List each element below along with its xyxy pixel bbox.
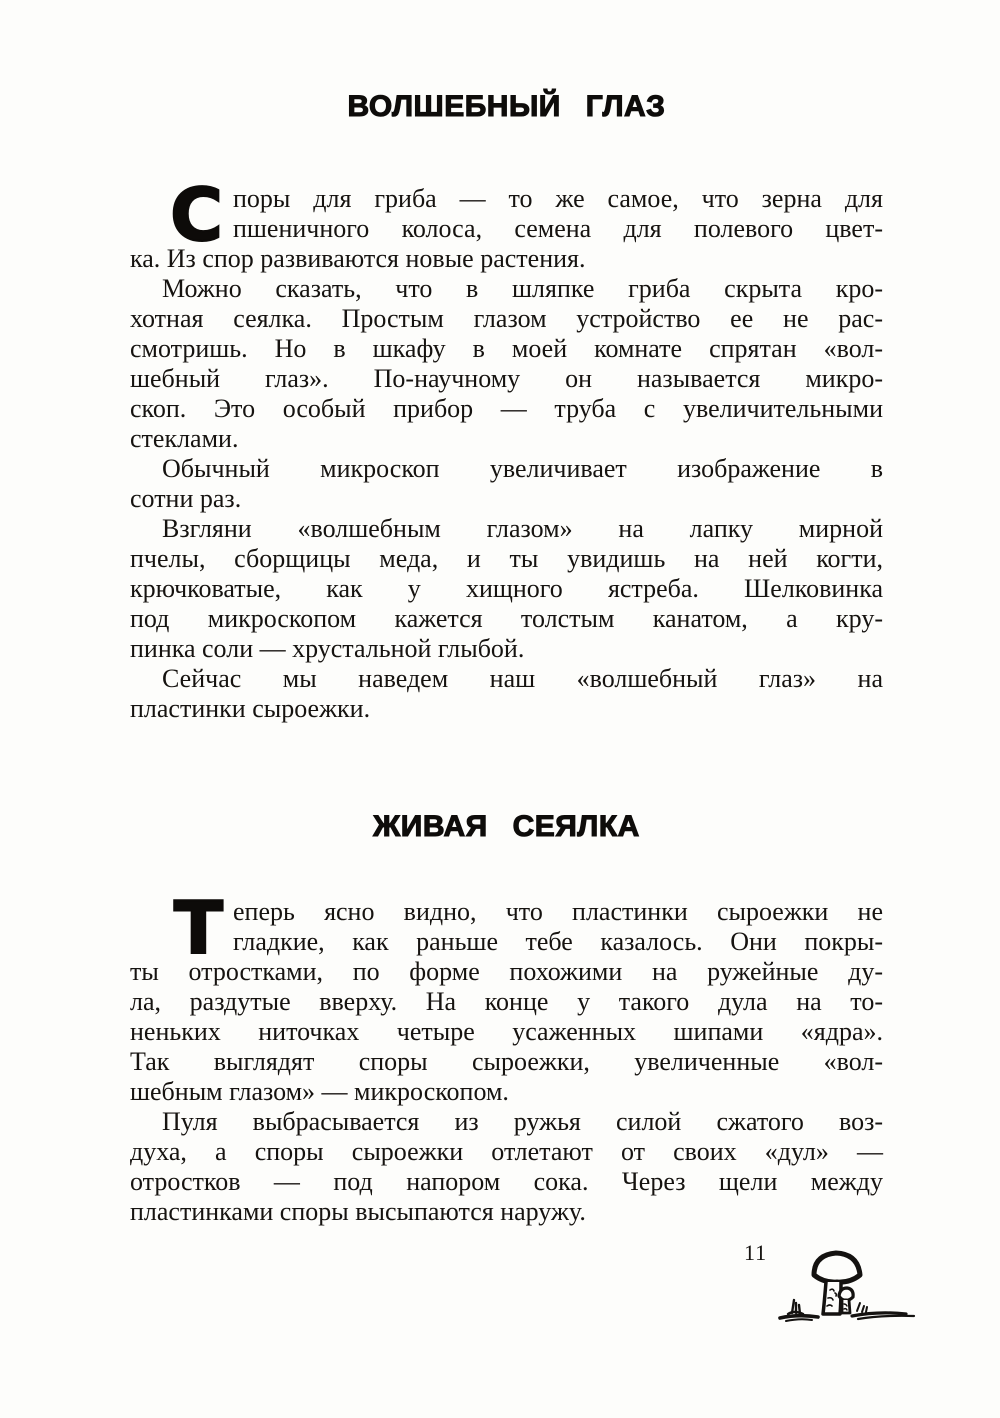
text-line: ла, раздутые вверху. На конце у такого дула на то- bbox=[130, 987, 883, 1016]
paragraph bbox=[130, 664, 883, 724]
text-line: смотришь. Но в шкафу в моей комнате спрятан «вол- bbox=[130, 334, 883, 363]
text-line: гладкие, как раньше тебе казалось. Они покры- bbox=[233, 927, 883, 956]
mushroom-illustration bbox=[778, 1244, 918, 1324]
text-line: хотная сеялка. Простым глазом устройство ее не рас- bbox=[130, 304, 883, 333]
section-heading: ВОЛШЕБНЫЙ ГЛАЗ bbox=[347, 90, 666, 123]
text-line: поры для гриба — то же самое, что зерна для bbox=[233, 184, 883, 213]
text-line: еперь ясно видно, что пластинки сыроежки не bbox=[233, 897, 883, 926]
page-content bbox=[130, 0, 883, 1227]
text-line: скоп. Это особый прибор — труба с увеличительными bbox=[130, 394, 883, 423]
text-line: отростков — под напором сока. Через щели между bbox=[130, 1167, 883, 1196]
text-line: пшеничного колоса, семена для полевого цвет- bbox=[233, 214, 883, 243]
text-line: пчелы, сборщицы меда, и ты увидишь на ней когти, bbox=[130, 544, 883, 573]
section-body bbox=[130, 886, 883, 1227]
text-line: Так выглядят споры сыроежки, увеличенные «вол- bbox=[130, 1047, 883, 1076]
text-line: под микроскопом кажется толстым канатом, а кру- bbox=[130, 604, 883, 633]
drop-cap-letter: С bbox=[170, 173, 223, 257]
text-line: стеклами. bbox=[130, 424, 239, 453]
text-line: Можно сказать, что в шляпке гриба скрыта кро- bbox=[162, 274, 883, 303]
section-magic-eye bbox=[130, 90, 883, 724]
section-heading: ЖИВАЯ СЕЯЛКА bbox=[373, 810, 640, 843]
paragraph bbox=[130, 173, 883, 274]
text-line: шебный глаз». По-научному он называется микро- bbox=[130, 364, 883, 393]
text-line: ка. Из спор развиваются новые растения. bbox=[130, 244, 586, 273]
text-line: ты отростками, по форме похожими на ружейные ду- bbox=[130, 957, 883, 986]
paragraph bbox=[130, 886, 883, 1107]
paragraph bbox=[130, 274, 883, 454]
text-line: Сейчас мы наведем наш «волшебный глаз» на bbox=[162, 664, 883, 693]
paragraph bbox=[130, 1107, 883, 1227]
section-body bbox=[130, 173, 883, 724]
section-living-seeder bbox=[130, 810, 883, 1227]
text-line: духа, а споры сыроежки отлетают от своих «дул» — bbox=[130, 1137, 883, 1166]
drop-cap-letter: Т bbox=[173, 886, 223, 970]
text-line: Обычный микроскоп увеличивает изображение в bbox=[162, 454, 883, 483]
text-line: крючковатые, как у хищного ястреба. Шелковинка bbox=[130, 574, 883, 603]
text-line: неньких ниточках четыре усаженных шипами «ядра». bbox=[130, 1017, 883, 1046]
text-line: Взгляни «волшебным глазом» на лапку мирной bbox=[162, 514, 883, 543]
text-line: пластинками споры высыпаются наружу. bbox=[130, 1197, 586, 1226]
page-number: 11 bbox=[744, 1240, 768, 1265]
text-line: пластинки сыроежки. bbox=[130, 694, 371, 723]
text-line: сотни раз. bbox=[130, 484, 242, 513]
text-line: Пуля выбрасывается из ружья силой сжатого воз- bbox=[162, 1107, 883, 1136]
paragraph bbox=[130, 514, 883, 664]
text-line: шебным глазом» — микроскопом. bbox=[130, 1077, 509, 1106]
text-line: пинка соли — хрустальной глыбой. bbox=[130, 634, 525, 663]
paragraph bbox=[130, 454, 883, 514]
